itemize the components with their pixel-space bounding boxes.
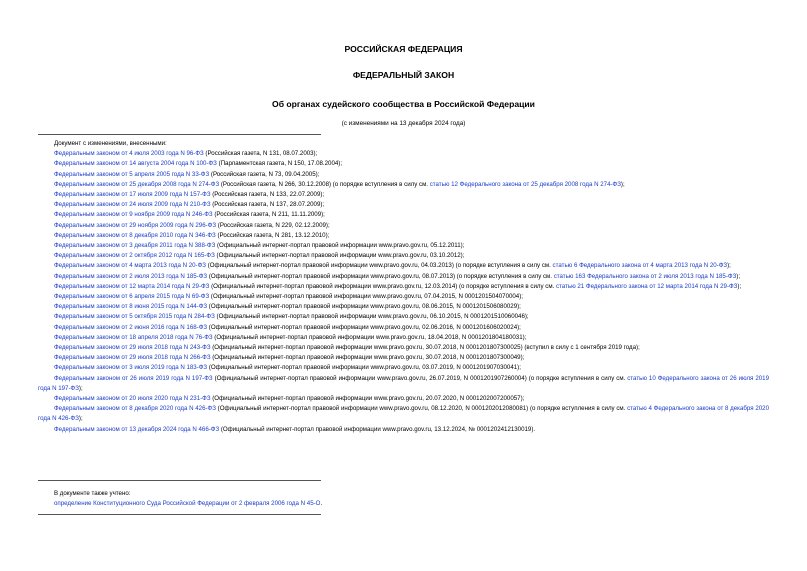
amendment-item-source: (Официальный интернет-портал правовой информации www.pravo.gov.ru, 03.07.2019, N 0001201907030041); <box>207 364 521 372</box>
amendment-item-link[interactable]: Федеральным законом от 4 марта 2013 года N 20-ФЗ <box>54 262 206 270</box>
changes-block <box>38 139 769 435</box>
amendment-item-link[interactable]: Федеральным законом от 2 июня 2016 года N 168-ФЗ <box>54 323 208 331</box>
amendment-item-article-link[interactable]: статью 6 Федерального закона от 4 марта 2013 года N 20-ФЗ <box>552 262 728 270</box>
amendment-item-tail: ); <box>736 272 741 280</box>
amendment-item <box>38 261 769 271</box>
amendment-item-source: (Официальный интернет-портал правовой информации www.pravo.gov.ru, 07.04.2015, N 0001201504070004); <box>209 293 523 301</box>
amendment-item <box>38 394 769 404</box>
divider-top <box>38 134 321 135</box>
amendment-item-link[interactable]: Федеральным законом от 13 декабря 2024 года N 466-ФЗ <box>54 425 220 433</box>
amendment-item-source: (Российская газета, N 229, 02.12.2009); <box>216 221 330 229</box>
amendment-item-source: (Официальный интернет-портал правовой информации www.pravo.gov.ru, 30.07.2018, N 0001201807300025) (вступил в силу с 1 сентября 2019 года); <box>210 344 640 352</box>
amendment-item-source: (Официальный интернет-портал правовой информации www.pravo.gov.ru, 30.07.2018, N 0001201807300049); <box>210 354 525 362</box>
amendment-item <box>38 180 769 190</box>
amendment-item-tail: ); <box>727 262 731 270</box>
amendment-item <box>38 210 769 220</box>
amendment-item-link[interactable]: Федеральным законом от 4 июля 2003 года N 96-ФЗ <box>54 150 204 158</box>
doc-type-heading: ФЕДЕРАЛЬНЫЙ ЗАКОН <box>352 70 455 80</box>
revision-note: (с изменениями на 13 декабря 2024 года) <box>341 120 466 127</box>
amendment-item-tail: ); <box>78 384 83 392</box>
amendment-item-link[interactable]: Федеральным законом от 25 декабря 2008 года N 274-ФЗ <box>54 180 220 188</box>
amendment-item-source: (Официальный интернет-портал правовой информации www.pravo.gov.ru, 18.04.2018, N 0001201804180031); <box>212 333 527 341</box>
amendment-item <box>38 425 769 435</box>
amendment-item <box>38 190 769 200</box>
amendment-item <box>38 302 769 312</box>
amendment-item-article-link[interactable]: статью 4 Федерального закона от 8 декабря 2020 года N 426-ФЗ <box>38 405 769 423</box>
amendment-item <box>38 343 769 353</box>
amendment-item-source: (Официальный интернет-портал правовой информации www.pravo.gov.ru, 12.03.2014) (о порядке вступления в силу см. <box>209 282 556 290</box>
amendment-item-link[interactable]: Федеральным законом от 24 июля 2009 года N 210-ФЗ <box>54 201 211 209</box>
amendment-item <box>38 251 769 261</box>
amendment-item-article-link[interactable]: статью 10 Федерального закона от 26 июля 2019 года N 197-ФЗ <box>38 374 770 392</box>
amendment-item-source: (Российская газета, N 266, 30.12.2008) (о порядке вступления в силу см. <box>219 180 430 188</box>
amendment-item-link[interactable]: Федеральным законом от 9 ноября 2009 года N 246-ФЗ <box>54 211 213 219</box>
amendment-item-link[interactable]: Федеральным законом от 3 декабря 2011 года N 388-ФЗ <box>54 242 216 250</box>
amendment-item-link[interactable]: Федеральным законом от 26 июля 2019 года N 197-ФЗ <box>54 374 213 382</box>
country-heading: РОССИЙСКАЯ ФЕДЕРАЦИЯ <box>344 44 463 54</box>
amendment-item-source: (Российская газета, N 133, 22.07.2009); <box>210 191 325 199</box>
amendment-item-link[interactable]: Федеральным законом от 2 октября 2012 года N 165-ФЗ <box>54 252 215 260</box>
amendment-item-tail: ); <box>620 180 625 188</box>
amendment-item <box>38 374 769 394</box>
amendment-item-link[interactable]: Федеральным законом от 6 апреля 2015 года N 69-ФЗ <box>54 293 210 301</box>
amendment-item-link[interactable]: Федеральным законом от 17 июля 2009 года N 157-ФЗ <box>54 191 211 199</box>
changes-list <box>38 149 769 435</box>
amendment-item-link[interactable]: Федеральным законом от 14 августа 2004 года N 100-ФЗ <box>54 160 217 168</box>
amendment-item-link[interactable]: Федеральным законом от 29 ноября 2009 года N 296-ФЗ <box>54 221 217 229</box>
amendment-item-link[interactable]: Федеральным законом от 29 июля 2018 года N 266-ФЗ <box>54 354 211 362</box>
notes-block <box>38 489 769 509</box>
amendment-item-source: (Официальный интернет-портал правовой информации www.pravo.gov.ru, 13.12.2024, № 0001202412130019). <box>219 425 536 433</box>
amendment-item-source: (Российская газета, N 137, 28.07.2009); <box>210 201 325 209</box>
amendment-item <box>38 353 769 363</box>
amendment-item <box>38 170 769 180</box>
amendment-item-article-link[interactable]: статью 163 Федерального закона от 2 июля 2013 года N 185-ФЗ <box>553 272 737 280</box>
amendment-item <box>38 221 769 231</box>
amendment-item-link[interactable]: Федеральным законом от 8 декабря 2020 года N 426-ФЗ <box>54 405 216 413</box>
amendment-item-article-link[interactable]: статью 21 Федерального закона от 12 марта 2014 года N 29-ФЗ <box>555 282 738 290</box>
amendment-item-source: (Официальный интернет-портал правовой информации www.pravo.gov.ru, 08.12.2020, N 0001202012080081) (о порядке вступления в силу см. <box>215 405 628 413</box>
notes-list <box>38 499 769 509</box>
amendment-item <box>38 241 769 251</box>
amendment-item <box>38 272 769 282</box>
amendment-item <box>38 404 769 424</box>
amendment-item-link[interactable]: Федеральным законом от 8 июня 2015 года N 144-ФЗ <box>54 303 208 311</box>
amendment-item <box>38 333 769 343</box>
changes-intro: Документ с изменениями, внесенными: <box>54 140 167 147</box>
amendment-item <box>38 231 769 241</box>
amendment-item-link[interactable]: Федеральным законом от 18 апреля 2018 года N 76-ФЗ <box>54 333 213 341</box>
note-item-source: . <box>320 500 323 508</box>
amendment-item-article-link[interactable]: статью 12 Федерального закона от 25 декабря 2008 года N 274-ФЗ <box>429 180 621 188</box>
amendment-item-source: (Официальный интернет-портал правовой информации www.pravo.gov.ru, 26.07.2019, N 0001201907260004) (о порядке вступления в силу см. <box>212 374 628 382</box>
amendment-item-link[interactable]: Федеральным законом от 12 марта 2014 года N 29-ФЗ <box>54 282 210 290</box>
amendment-item <box>38 312 769 322</box>
law-title: Об органах судейского сообщества в Российской Федерации <box>272 99 535 109</box>
amendment-item-source: (Официальный интернет-портал правовой информации www.pravo.gov.ru, 08.07.2013) (о порядке вступления в силу см. <box>207 272 554 280</box>
divider-bottom <box>38 514 321 515</box>
amendment-item-source: (Официальный интернет-портал правовой информации www.pravo.gov.ru, 05.12.2011); <box>215 242 465 250</box>
amendment-item <box>38 323 769 333</box>
amendment-item-source: (Официальный интернет-портал правовой информации www.pravo.gov.ru, 04.03.2013) (о порядке вступления в силу см. <box>205 262 553 270</box>
amendment-item-source: (Российская газета, N 281, 13.12.2010); <box>215 231 330 239</box>
divider-middle <box>38 480 321 481</box>
amendment-item-link[interactable]: Федеральным законом от 2 июля 2013 года N 185-ФЗ <box>54 272 208 280</box>
amendment-item-link[interactable]: Федеральным законом от 20 июля 2020 года N 231-ФЗ <box>54 395 211 403</box>
amendment-item <box>38 200 769 210</box>
amendment-item-source: (Российская газета, N 73, 09.04.2005); <box>209 170 320 178</box>
amendment-item <box>38 363 769 373</box>
amendment-item-source: (Официальный интернет-портал правовой информации www.pravo.gov.ru, 08.06.2015, N 0001201506080029); <box>207 303 521 311</box>
notes-intro: В документе также учтено: <box>54 490 131 497</box>
amendment-item-link[interactable]: Федеральным законом от 5 октября 2015 года N 284-ФЗ <box>54 313 215 321</box>
amendment-item-source: (Российская газета, N 131, 08.07.2003); <box>203 150 318 158</box>
amendment-item-source: (Парламентская газета, N 150, 17.08.2004); <box>216 160 343 168</box>
amendment-item <box>38 149 769 159</box>
note-item <box>38 499 769 509</box>
amendment-item-link[interactable]: Федеральным законом от 29 июля 2018 года N 243-ФЗ <box>54 344 211 352</box>
amendment-item <box>38 159 769 169</box>
amendment-item <box>38 292 769 302</box>
amendment-item-source: (Официальный интернет-портал правовой информации www.pravo.gov.ru, 06.10.2015, N 0001201510060046); <box>214 313 529 321</box>
amendment-item-tail: ); <box>78 415 83 423</box>
amendment-item-tail: ); <box>737 282 742 290</box>
amendment-item-source: (Официальный интернет-портал правовой информации www.pravo.gov.ru, 03.10.2012); <box>214 252 465 260</box>
amendment-item-link[interactable]: Федеральным законом от 8 декабря 2010 года N 346-ФЗ <box>54 231 216 239</box>
amendment-item-link[interactable]: Федеральным законом от 3 июля 2019 года N 183-ФЗ <box>54 364 208 372</box>
amendment-item-source: (Официальный интернет-портал правовой информации www.pravo.gov.ru, 02.06.2016, N 0001201606020024); <box>207 323 521 331</box>
amendment-item-source: (Российская газета, N 211, 11.11.2009); <box>212 211 325 219</box>
amendment-item-source: (Официальный интернет-портал правовой информации www.pravo.gov.ru, 20.07.2020, N 0001202007200057); <box>210 395 525 403</box>
amendment-item <box>38 282 769 292</box>
note-item-link[interactable]: определение Конституционного Суда Российской Федерации от 2 февраля 2006 года N 45-О <box>54 500 321 508</box>
amendment-item-link[interactable]: Федеральным законом от 5 апреля 2005 года N 33-ФЗ <box>54 170 210 178</box>
